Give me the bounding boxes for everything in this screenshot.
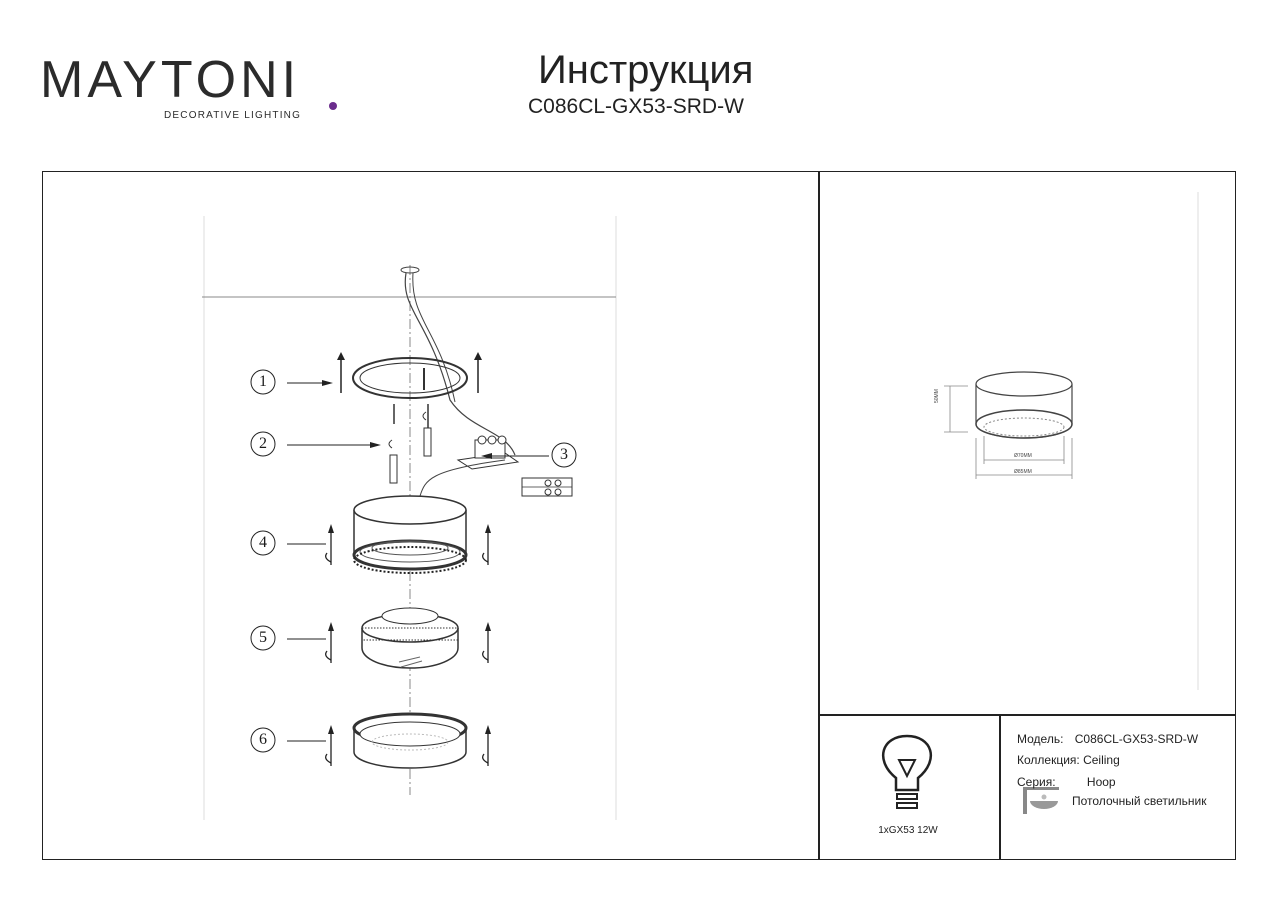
- spec-collection-key: Коллекция:: [1017, 753, 1080, 767]
- light-bulb-icon: [883, 736, 931, 808]
- dim-outer-diameter-label: Ø85MM: [1014, 469, 1032, 475]
- dim-inner-diameter-label: Ø70MM: [1014, 453, 1032, 459]
- spec-series-key: Серия:: [1017, 775, 1056, 789]
- spec-model-key: Модель:: [1017, 732, 1064, 746]
- spec-model-value: C086CL-GX53-SRD-W: [1074, 732, 1199, 746]
- step-number-3: 3: [560, 446, 568, 463]
- ceiling-lamp-icon: [1023, 787, 1059, 814]
- spec-collection-row: [1017, 753, 1120, 767]
- step-number-4: 4: [259, 534, 267, 551]
- spec-type-value: Потолочный светильник: [1072, 794, 1207, 808]
- lamp-spec-label: 1xGX53 12W: [878, 825, 938, 836]
- page-title: Инструкция: [538, 48, 754, 92]
- spec-collection-value: Ceiling: [1083, 753, 1120, 767]
- step-number-1: 1: [259, 373, 267, 390]
- page-model-code: C086CL-GX53-SRD-W: [528, 95, 744, 118]
- spec-series-row: [1017, 775, 1116, 789]
- dimension-drawing: [944, 372, 1072, 479]
- step-number-2: 2: [259, 435, 267, 452]
- step-number-5: 5: [259, 629, 267, 646]
- dim-height-label: 50MM: [934, 389, 940, 403]
- step-number-6: 6: [259, 731, 267, 748]
- brand-wordmark: MAYTONI: [40, 51, 301, 109]
- spec-model-row: [1017, 732, 1198, 746]
- spec-series-value: Hoop: [1086, 775, 1116, 789]
- brand-tagline: DECORATIVE LIGHTING: [164, 110, 302, 121]
